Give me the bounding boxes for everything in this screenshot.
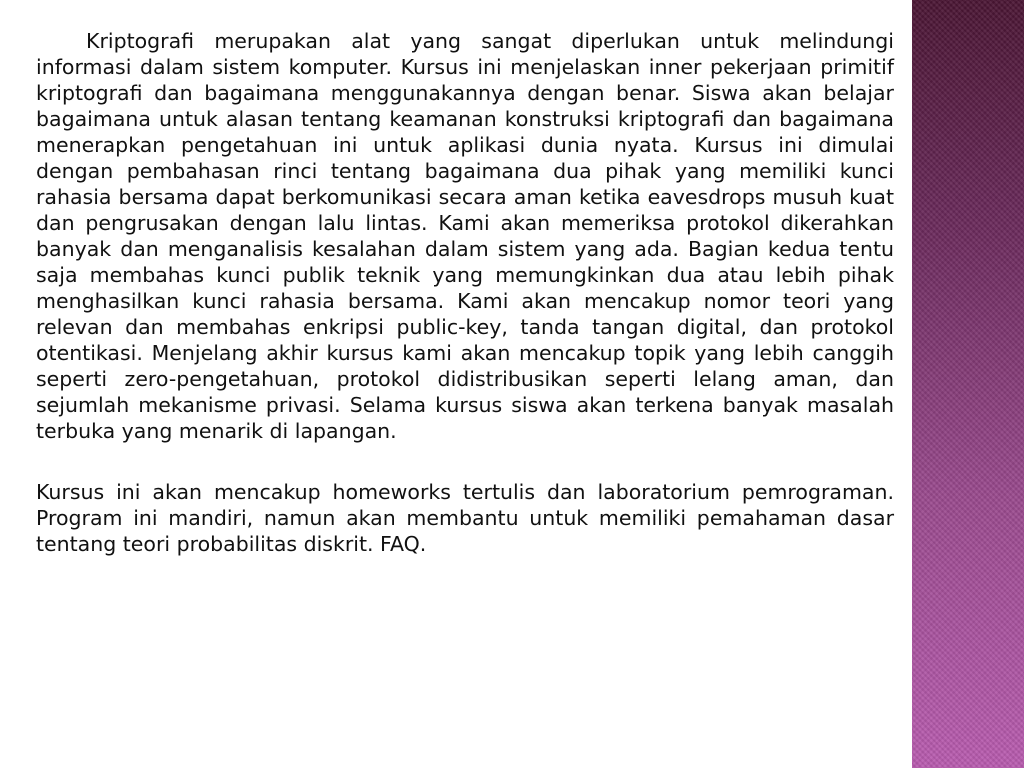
paragraph-course-requirements: Kursus ini akan mencakup homeworks tertulis dan laboratorium pemrograman. Program ini mandiri, namun akan membantu untuk memiliki pemahaman dasar tentang teori probabilitas diskrit. FAQ.	[36, 480, 894, 556]
slide-body	[36, 28, 894, 557]
decorative-side-bar	[912, 0, 1024, 768]
paragraph-course-description: Kriptografi merupakan alat yang sangat diperlukan untuk melindungi informasi dalam sistem komputer. Kursus ini menjelaskan inner pekerjaan primitif kriptografi dan bagaimana menggunakannya dengan benar. Siswa akan belajar bagaimana untuk alasan tentang keamanan konstruksi kriptografi dan bagaimana menerapkan pengetahuan ini untuk aplikasi dunia nyata. Kursus ini dimulai dengan pembahasan rinci tentang bagaimana dua pihak yang memiliki kunci rahasia bersama dapat berkomunikasi secara aman ketika eavesdrops musuh kuat dan pengrusakan dengan lalu lintas. Kami akan memeriksa protokol dikerahkan banyak dan menganalisis kesalahan dalam sistem yang ada. Bagian kedua tentu saja membahas kunci publik teknik yang memungkinkan dua atau lebih pihak menghasilkan kunci rahasia bersama. Kami akan mencakup nomor teori yang relevan dan membahas enkripsi public-key, tanda tangan digital, dan protokol otentikasi. Menjelang akhir kursus kami akan mencakup topik yang lebih canggih seperti zero-pengetahuan, protokol didistribusikan seperti lelang aman, dan sejumlah mekanisme privasi. Selama kursus siswa akan terkena banyak masalah terbuka yang menarik di lapangan.	[36, 29, 894, 443]
side-bar-texture	[912, 0, 1024, 768]
